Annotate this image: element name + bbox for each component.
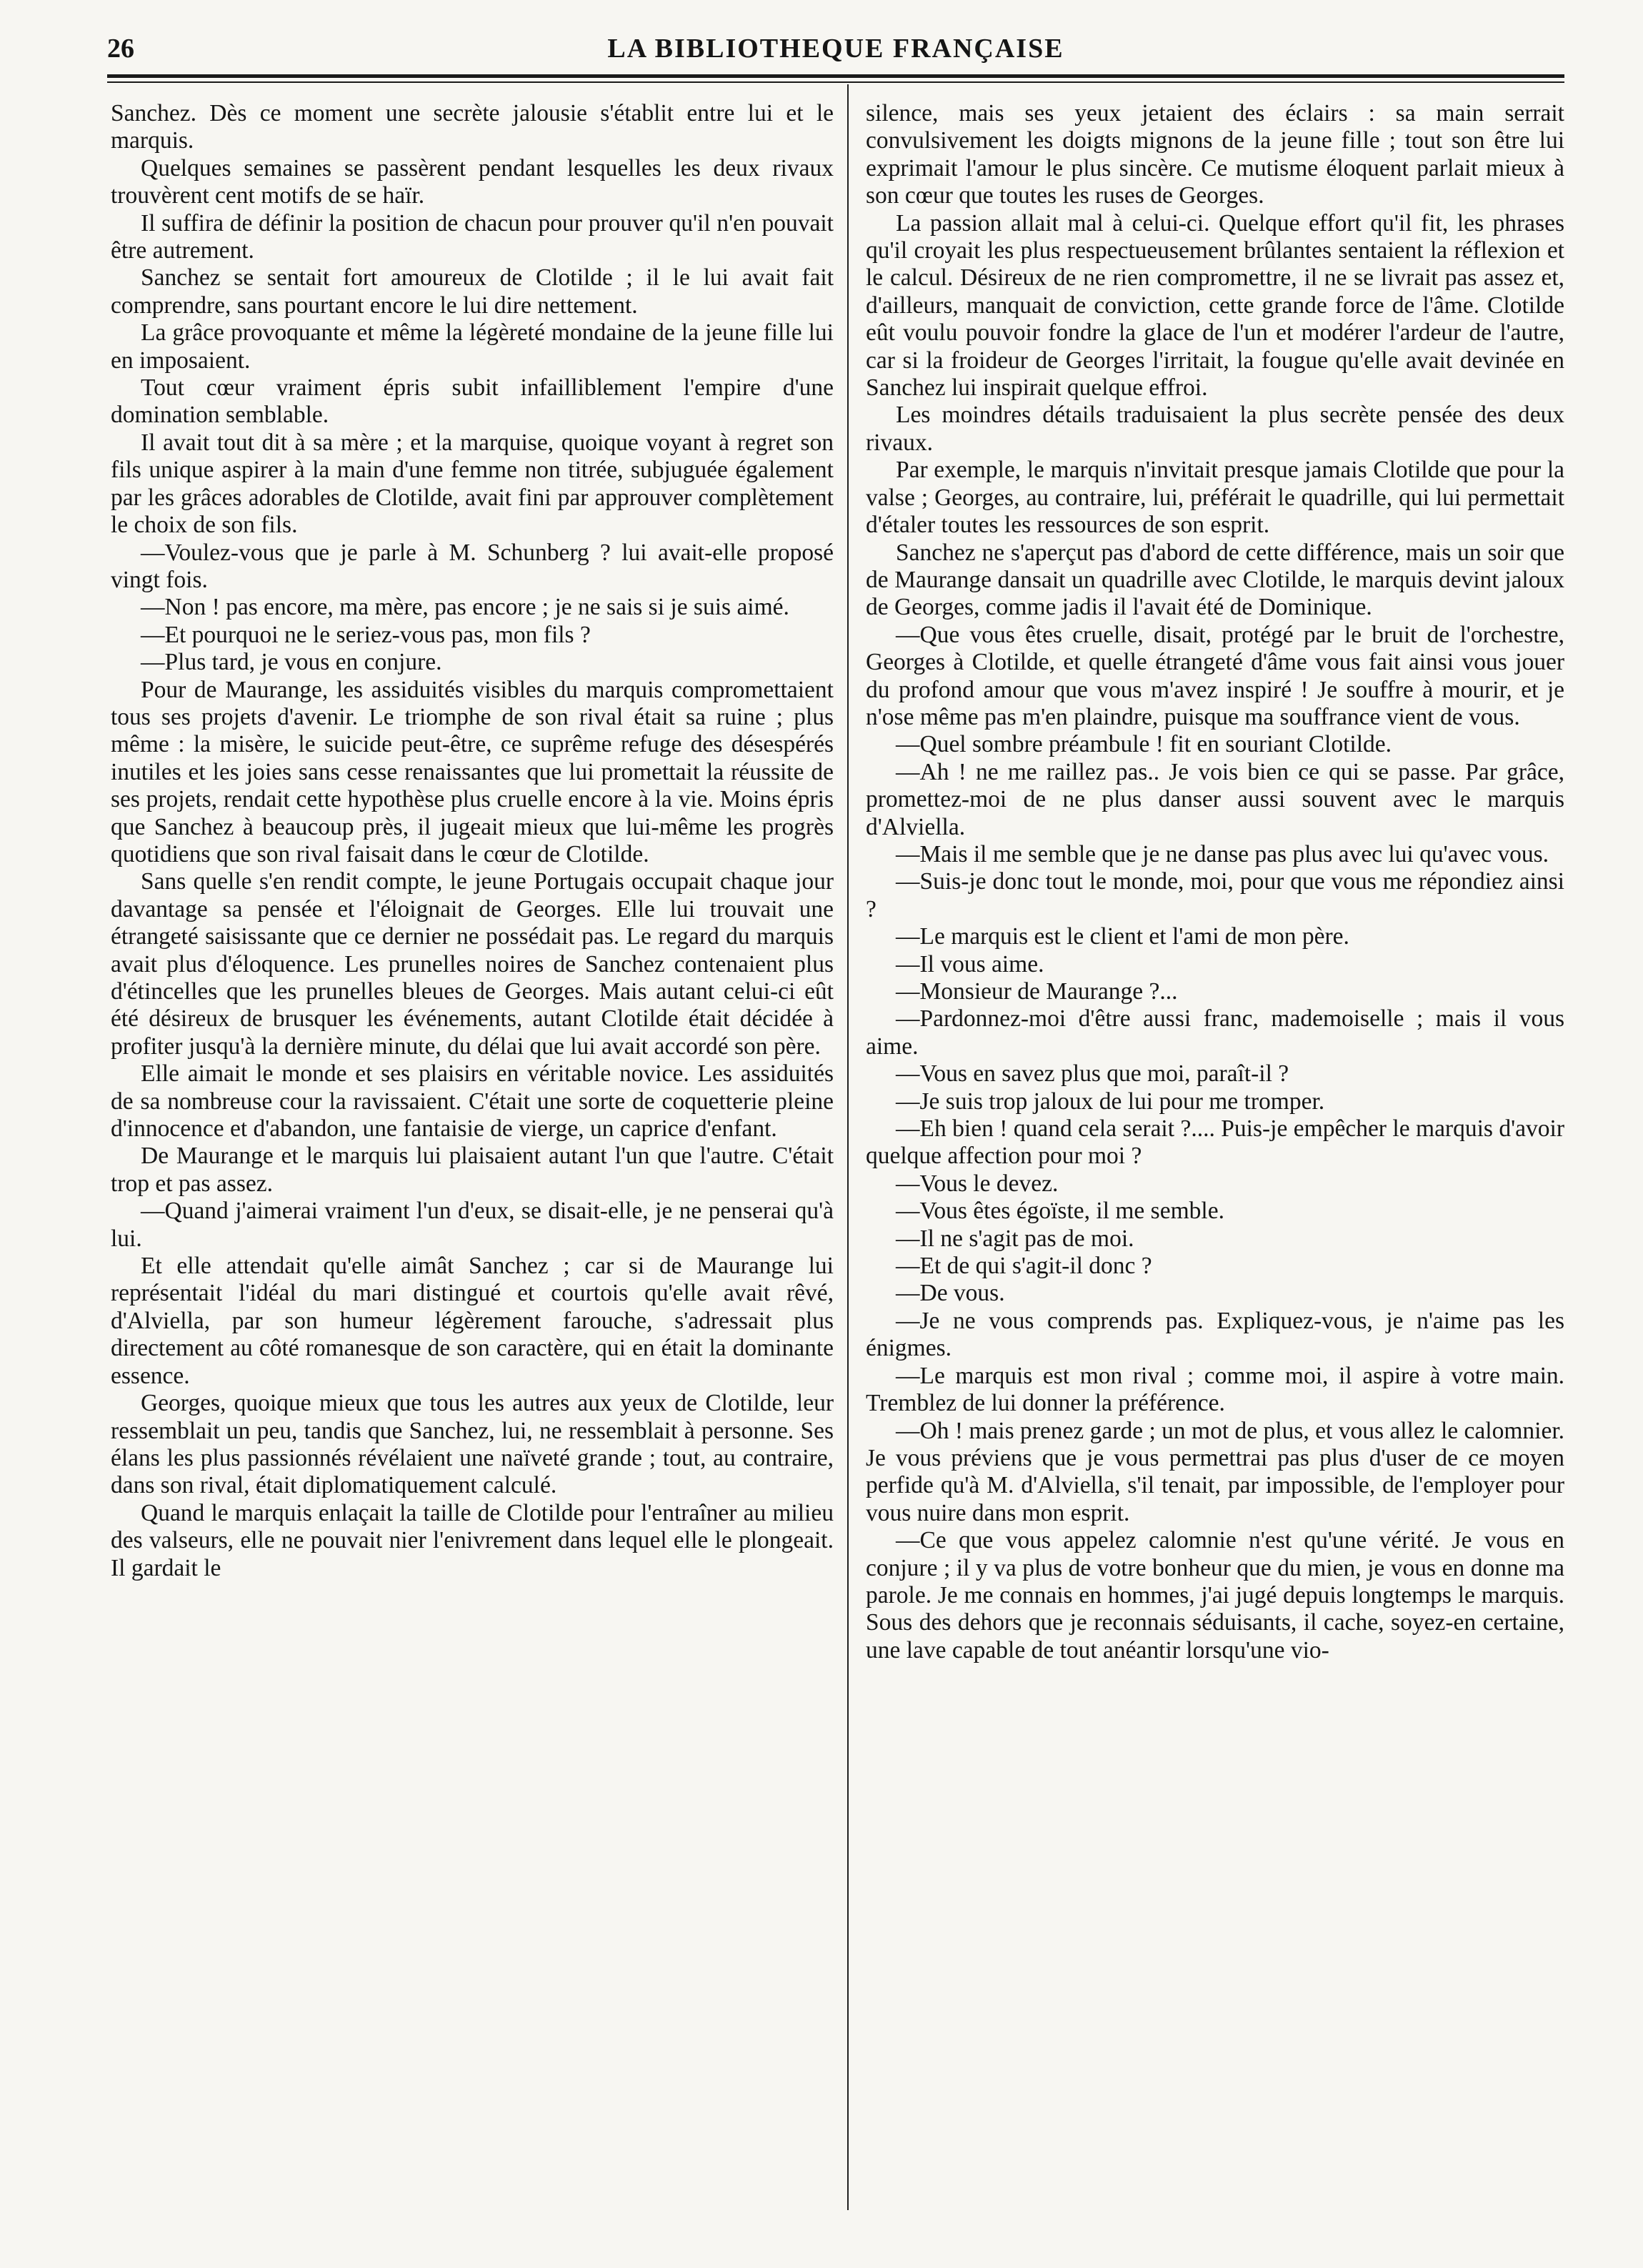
page-header [107,27,1564,70]
header-rule-thin [107,81,1564,83]
paragraph: —Pardonnez-moi d'être aussi franc, mademoiselle ; mais il vous aime. [866,1005,1564,1060]
paragraph: —Ah ! ne me raillez pas.. Je vois bien ce qui se passe. Par grâce, promettez-moi de ne plus danser aussi souvent avec le marquis d'Alviella. [866,758,1564,840]
paragraph: —Que vous êtes cruelle, disait, protégé par le bruit de l'orchestre, Georges à Clotilde, et quelle étrangeté d'âme vous fait ainsi vous jouer du profond amour que vous m'avez inspiré ! Je souffre à mourir, et je n'ose même pas m'en plaindre, puisque ma souffrance vient de vous. [866,621,1564,730]
paragraph: —Et pourquoi ne le seriez-vous pas, mon fils ? [141,621,591,648]
paragraph: La grâce provoquante et même la légèreté mondaine de la jeune fille lui en imposaient. [111,319,834,374]
column-divider [847,84,849,2210]
paragraph: —Je suis trop jaloux de lui pour me tromper. [896,1088,1325,1115]
paragraph: Quand le marquis enlaçait la taille de Clotilde pour l'entraîner au milieu des valseurs, elle ne pouvait nier l'enivrement dans lequel elle le plongeait. Il gardait le [111,1499,834,1581]
left-column [111,100,834,1582]
paragraph: —De vous. [896,1280,1005,1307]
paragraph: Il avait tout dit à sa mère ; et la marquise, quoique voyant à regret son fils unique aspirer à la main d'une femme non titrée, subjuguée également par les grâces adorables de Clotilde, avait fini par approuver complètement le choix de son fils. [111,429,834,539]
page-number: 26 [107,34,134,64]
paragraph: —Le marquis est mon rival ; comme moi, il aspire à votre main. Tremblez de lui donner la préférence. [866,1362,1564,1417]
paragraph: Il suffira de définir la position de chacun pour prouver qu'il n'en pouvait être autrement. [111,209,834,264]
paragraph: —Voulez-vous que je parle à M. Schunberg ? lui avait-elle proposé vingt fois. [111,539,834,593]
running-title: LA BIBLIOTHEQUE FRANÇAISE [607,34,1064,64]
paragraph: —Quel sombre préambule ! fit en souriant Clotilde. [896,731,1392,758]
paragraph: —Il ne s'agit pas de moi. [896,1225,1134,1252]
paragraph: —Vous le devez. [896,1170,1059,1197]
right-column [866,100,1564,1664]
paragraph: —Non ! pas encore, ma mère, pas encore ; je ne sais si je suis aimé. [141,594,789,621]
paragraph: Par exemple, le marquis n'invitait presque jamais Clotilde que pour la valse ; Georges, au contraire, lui, préférait le quadrille, qui lui permettait d'étaler toutes les ressources de son esprit. [866,457,1564,539]
paragraph: —Je ne vous comprends pas. Expliquez-vous, je n'aime pas les énigmes. [866,1307,1564,1362]
paragraph: Sanchez ne s'aperçut pas d'abord de cette différence, mais un soir que de Maurange dansait un quadrille avec Clotilde, le marquis devint jaloux de Georges, comme jadis il l'avait été de Dominique. [866,539,1564,621]
paragraph: —Mais il me semble que je ne danse pas plus avec lui qu'avec vous. [896,840,1549,867]
paragraph: —Oh ! mais prenez garde ; un mot de plus, et vous allez le calomnier. Je vous préviens que je vous permettrai pas plus d'user de ce moyen perfide qu'à M. d'Alviella, s'il tenait, par impossible, de l'employer pour vous nuire dans mon esprit. [866,1417,1564,1526]
paragraph: —Il vous aime. [896,950,1044,978]
paragraph: —Vous en savez plus que moi, paraît-il ? [896,1060,1289,1088]
paragraph: Quelques semaines se passèrent pendant lesquelles les deux rivaux trouvèrent cent motifs de se haïr. [111,154,834,209]
paragraph: —Quand j'aimerai vraiment l'un d'eux, se disait-elle, je ne penserai qu'à lui. [111,1198,834,1252]
paragraph: De Maurange et le marquis lui plaisaient autant l'un que l'autre. C'était trop et pas assez. [111,1143,834,1197]
paragraph: Sanchez. Dès ce moment une secrète jalousie s'établit entre lui et le marquis. [111,100,834,154]
paragraph: Sans quelle s'en rendit compte, le jeune Portugais occupait chaque jour davantage sa pensée et l'éloignait de Georges. Elle lui trouvait une étrangeté saisissante que ce dernier ne possédait pas. Le regard du marquis avait plus d'éloquence. Les prunelles noires de Sanchez contenaient plus d'étincelles que les prunelles bleues de Georges. Mais autant celui-ci eût été désireux de brusquer les événements, autant Clotilde était décidée à profiter jusqu'à la dernière minute, du délai que lui avait accordé son père. [111,868,834,1060]
paragraph: Tout cœur vraiment épris subit infailliblement l'empire d'une domination semblable. [111,374,834,429]
paragraph: —Plus tard, je vous en conjure. [141,649,442,676]
paragraph: —Suis-je donc tout le monde, moi, pour que vous me répondiez ainsi ? [866,868,1564,922]
paragraph: Et elle attendait qu'elle aimât Sanchez ; car si de Maurange lui représentait l'idéal du mari distingué et courtois qu'elle avait rêvé, d'Alviella, par son humeur légèrement farouche, s'adressait plus directement au côté romanesque de son caractère, qui en était la dominante essence. [111,1253,834,1389]
paragraph: Elle aimait le monde et ses plaisirs en véritable novice. Les assiduités de sa nombreuse cour la ravissaient. C'était une sorte de coquetterie pleine d'innocence et d'abandon, une fantaisie de vierge, un caprice d'enfant. [111,1060,834,1143]
paragraph: —Vous êtes égoïste, il me semble. [896,1198,1224,1225]
paragraph: —Le marquis est le client et l'ami de mon père. [896,923,1349,950]
paragraph: La passion allait mal à celui-ci. Quelque effort qu'il fit, les phrases qu'il croyait les plus respectueusement brûlantes sentaient la réflexion et le calcul. Désireux de ne rien compromettre, il ne se livrait pas assez et, d'ailleurs, manquait de conviction, cette grande force de l'âme. Clotilde eût voulu pouvoir fondre la glace de l'un et modérer l'ardeur de l'autre, car si la froideur de Georges l'irritait, la fougue qu'elle avait devinée en Sanchez lui inspirait quelque effroi. [866,209,1564,402]
paragraph: —Eh bien ! quand cela serait ?.... Puis-je empêcher le marquis d'avoir quelque affection pour moi ? [866,1115,1564,1170]
paragraph: —Ce que vous appelez calomnie n'est qu'une vérité. Je vous en conjure ; il y va plus de votre bonheur que du mien, je vous en donne ma parole. Je me connais en hommes, j'ai jugé depuis longtemps le marquis. Sous des dehors que je reconnais séduisants, il cache, soyez-en certaine, une lave capable de tout anéantir lorsqu'une vio- [866,1527,1564,1663]
paragraph: —Et de qui s'agit-il donc ? [896,1253,1152,1280]
paragraph: Pour de Maurange, les assiduités visibles du marquis compromettaient tous ses projets d'avenir. Le triomphe de son rival était sa ruine ; plus même : la misère, le suicide peut-être, ce suprême refuge des désespérés inutiles et les joies sans cesse renaissantes que lui promettait la réussite de ses projets, rendait cette hypothèse plus cruelle encore à la vie. Moins épris que Sanchez à beaucoup près, il jugeait mieux que lui-même les progrès quotidiens que son rival faisait dans le cœur de Clotilde. [111,676,834,867]
paragraph: Georges, quoique mieux que tous les autres aux yeux de Clotilde, leur ressemblait un peu, tandis que Sanchez, lui, ne ressemblait à personne. Ses élans les plus passionnés révélaient une naïveté grande ; tout, au contraire, dans son rival, était diplomatiquement calculé. [111,1390,834,1499]
paragraph: —Monsieur de Maurange ?... [896,978,1178,1005]
paragraph: Sanchez se sentait fort amoureux de Clotilde ; il le lui avait fait comprendre, sans pourtant encore le lui dire nettement. [111,264,834,319]
paragraph: silence, mais ses yeux jetaient des éclairs : sa main serrait convulsivement les doigts mignons de la jeune fille ; tout son être lui exprimait l'amour le plus sincère. Ce mutisme éloquent parlait mieux à son cœur que toutes les ruses de Georges. [866,100,1564,209]
header-rule-thick [107,74,1564,78]
paragraph: Les moindres détails traduisaient la plus secrète pensée des deux rivaux. [866,402,1564,456]
